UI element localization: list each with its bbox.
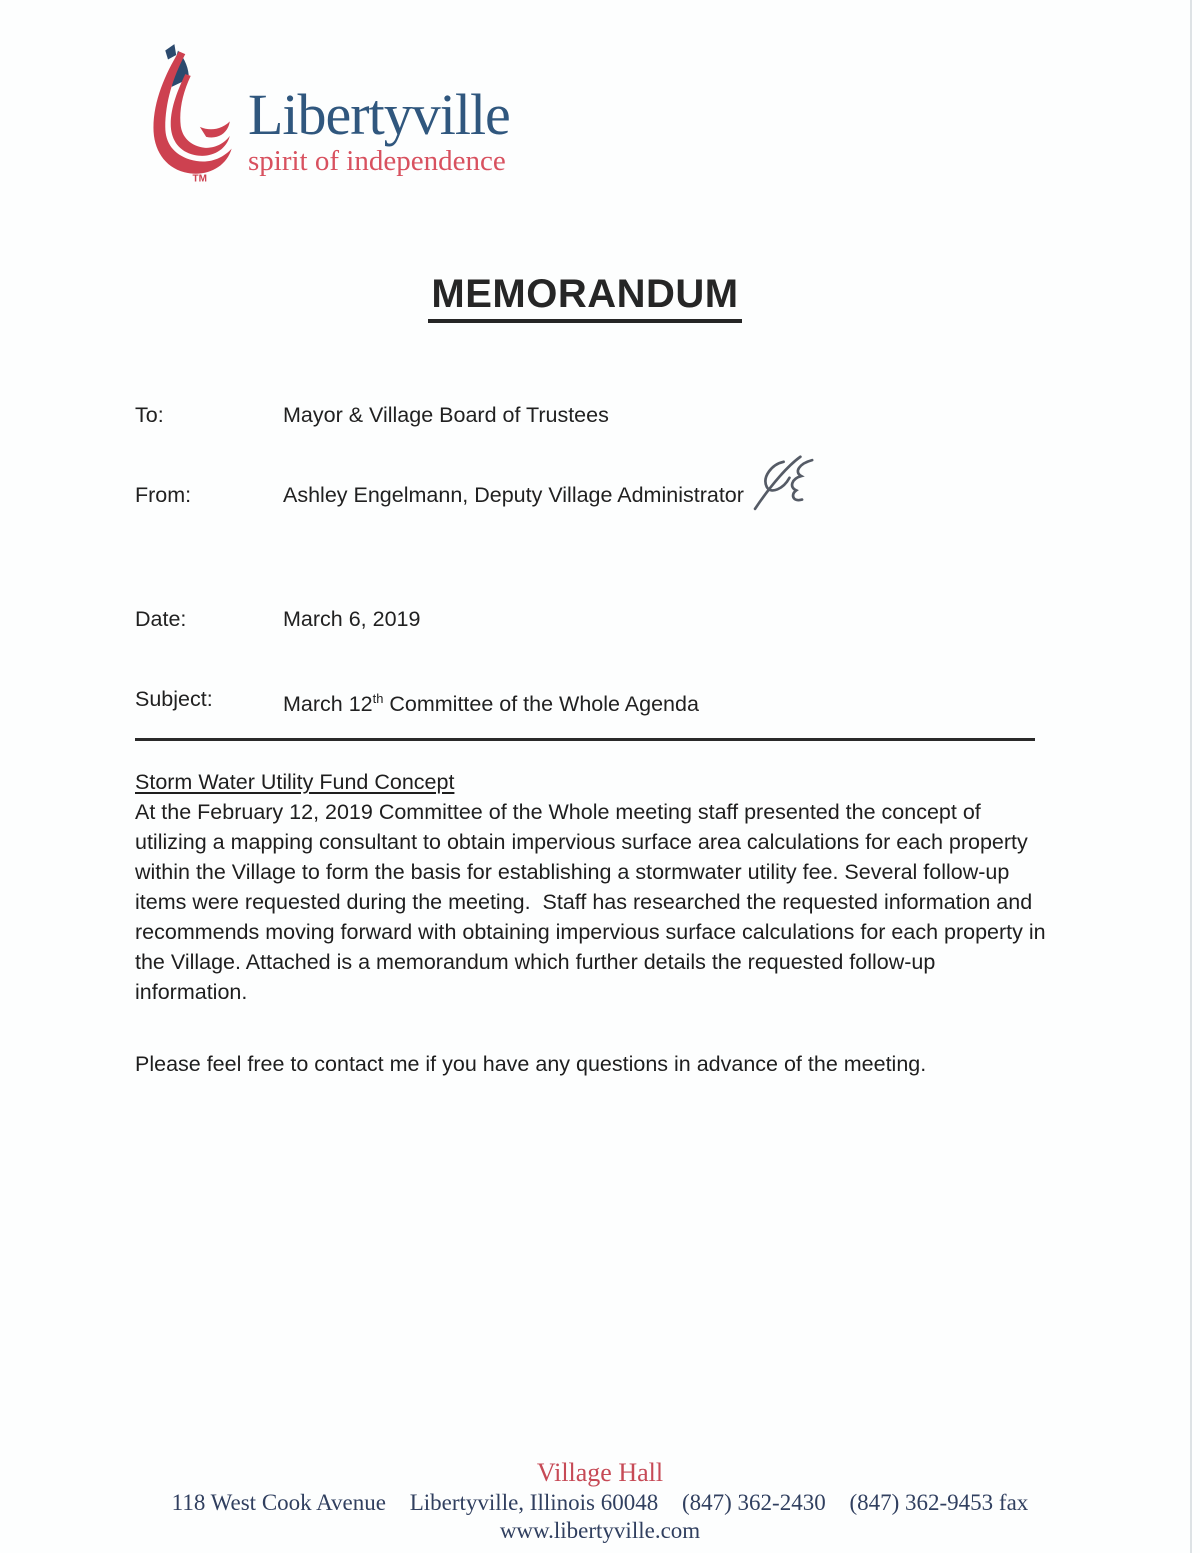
- closing-paragraph: Please feel free to contact me if you have any questions in advance of the meeting.: [135, 1052, 927, 1077]
- memo-body: [135, 767, 1052, 1079]
- field-to-label: To:: [135, 403, 164, 427]
- field-from-value: Ashley Engelmann, Deputy Village Administrator: [283, 483, 744, 507]
- body-paragraph: At the February 12, 2019 Committee of the Whole meeting staff presented the concept of utilizing a mapping consultant to obtain impervious surface area calculations for each property within the Village to form the basis for establishing a stormwater utility fee. Several follow-up items were requested during the meeting. Staff has researched the requested information and recommends moving forward with obtaining impervious surface calculations for each property in the Village. Attached is a memorandum which further details the requested follow-up information.: [135, 800, 1052, 1005]
- memo-content: [135, 200, 1052, 1079]
- subject-suffix: Committee of the Whole Agenda: [383, 692, 699, 717]
- field-subject: [135, 685, 1035, 718]
- logo: [138, 34, 510, 196]
- footer-title: Village Hall: [536, 1458, 664, 1487]
- logo-wordmark: Libertyville: [248, 82, 510, 147]
- field-to: [135, 401, 1035, 429]
- field-date-value: March 6, 2019: [283, 607, 421, 631]
- footer-address: [0, 1488, 1200, 1517]
- footer-phone: (847) 362-2430: [681, 1490, 826, 1515]
- memo-title: MEMORANDUM: [428, 272, 741, 323]
- field-date-label: Date:: [135, 607, 187, 631]
- field-from: [135, 481, 1035, 553]
- logo-text: [248, 34, 510, 177]
- footer-street: 118 West Cook Avenue: [171, 1490, 386, 1515]
- trademark-symbol: TM: [192, 173, 207, 185]
- field-subject-value: [283, 685, 699, 718]
- libertyville-flag-icon: [138, 34, 238, 196]
- field-from-label: From:: [135, 483, 192, 507]
- logo-tagline: spirit of independence: [248, 145, 506, 177]
- field-to-value: Mayor & Village Board of Trustees: [283, 403, 609, 427]
- footer-fax: (847) 362-9453 fax: [849, 1490, 1029, 1515]
- page-footer: [0, 1458, 1200, 1545]
- field-subject-label: Subject:: [135, 687, 213, 711]
- subject-prefix: March 12: [283, 692, 373, 717]
- header-divider-rule: [135, 738, 1035, 741]
- scan-edge-line: [1190, 0, 1192, 1553]
- subject-superscript: th: [372, 691, 384, 706]
- handwritten-initials-signature: [750, 451, 834, 523]
- memo-title-wrap: [135, 272, 1035, 323]
- header-fields: [135, 401, 1035, 718]
- section-heading: Storm Water Utility Fund Concept: [135, 770, 455, 795]
- footer-city: Libertyville, Illinois 60048: [409, 1490, 659, 1515]
- footer-website: www.libertyville.com: [499, 1518, 701, 1543]
- field-date: [135, 605, 1035, 633]
